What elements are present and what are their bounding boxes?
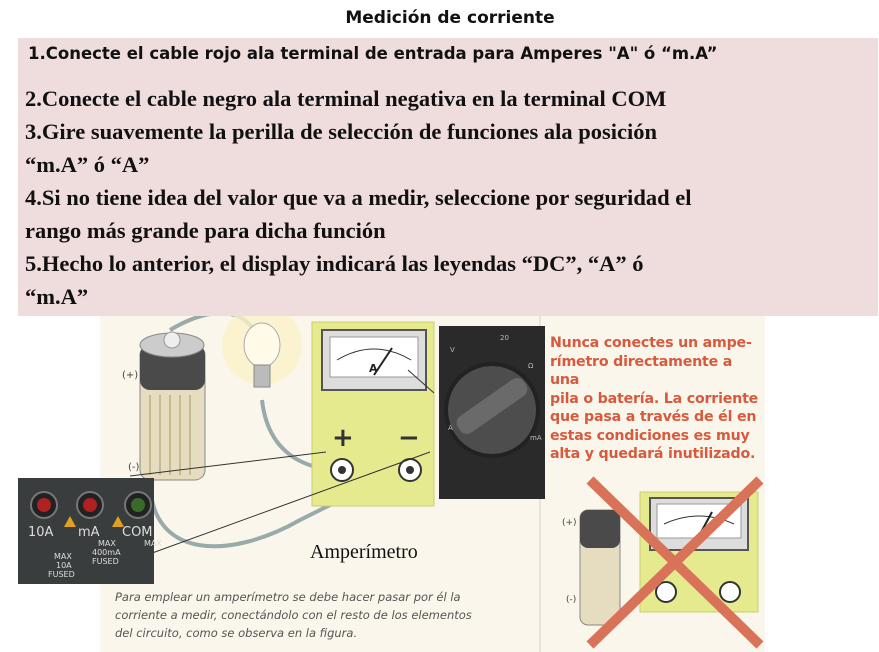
svg-text:20: 20 (500, 334, 509, 342)
warning-line: rímetro directamente a una (550, 353, 733, 388)
figure-caption (115, 588, 515, 642)
svg-text:Ω: Ω (528, 362, 534, 370)
svg-text:−: − (398, 423, 420, 453)
warning-note (550, 334, 765, 464)
jack-max-com: MAX (144, 539, 162, 548)
instruction-panel (18, 38, 878, 316)
selector-knob-photo (439, 326, 545, 499)
ammeter-label: Amperímetro (310, 541, 418, 563)
svg-text:(+): (+) (122, 370, 139, 381)
step-4-line-1: 4.Si no tiene idea del valor que va a medir, seleccione por seguridad el (25, 185, 692, 210)
steps-list (25, 82, 875, 313)
jack-label-com: COM (122, 525, 153, 540)
step-4-line-2: rango más grande para dicha función (25, 218, 386, 243)
warning-line: que pasa a través de él en (550, 409, 757, 425)
caption-line: corriente a medir, conectándolo con el resto de los elementos (115, 608, 472, 622)
svg-text:A: A (448, 424, 453, 432)
svg-text:+: + (332, 423, 354, 453)
ammeter (312, 322, 434, 506)
jack-fused-2: FUSED (92, 557, 119, 566)
battery (140, 332, 205, 480)
step-3-line-2: “m.A” ó “A” (25, 152, 150, 177)
svg-text:A: A (369, 362, 378, 375)
caption-line: del circuito, como se observa en la figura. (115, 626, 358, 640)
jack-label-10a: 10A (28, 525, 54, 540)
svg-text:mA: mA (530, 434, 542, 442)
page-title: Medición de corriente (345, 8, 555, 28)
step-5-line-2: “m.A” (25, 284, 89, 309)
svg-text:(-): (-) (566, 595, 577, 605)
jack-10a-value: 10A (56, 561, 72, 570)
jack-400ma-value: 400mA (92, 548, 121, 557)
step-3-line-1: 3.Gire suavemente la perilla de selección de funciones ala posición (25, 119, 658, 144)
step-2: 2.Conecte el cable negro ala terminal negativa en la terminal COM (25, 86, 667, 111)
svg-text:V: V (450, 346, 455, 354)
step-1: 1.Conecte el cable rojo ala terminal de entrada para Amperes "A" ó “m.A” (28, 44, 718, 63)
step-5-line-1: 5.Hecho lo anterior, el display indicará las leyendas “DC”, “A” ó (25, 251, 644, 276)
jack-label-ma: mA (78, 525, 100, 540)
warning-line: alta y quedará inutilizado. (550, 446, 756, 462)
svg-text:(+): (+) (562, 518, 577, 528)
svg-text:(-): (-) (128, 462, 140, 473)
warning-line: Nunca conectes un ampe- (550, 335, 752, 351)
jack-max-ma: MAX (98, 539, 116, 548)
warning-line: pila o batería. La corriente (550, 390, 759, 407)
caption-line: Para emplear un amperímetro se debe hacer pasar por él la (115, 590, 461, 604)
jack-fused-1: FUSED (48, 570, 75, 579)
warning-line: estas condiciones es muy (550, 427, 750, 444)
jack-max-10a: MAX (54, 552, 72, 561)
